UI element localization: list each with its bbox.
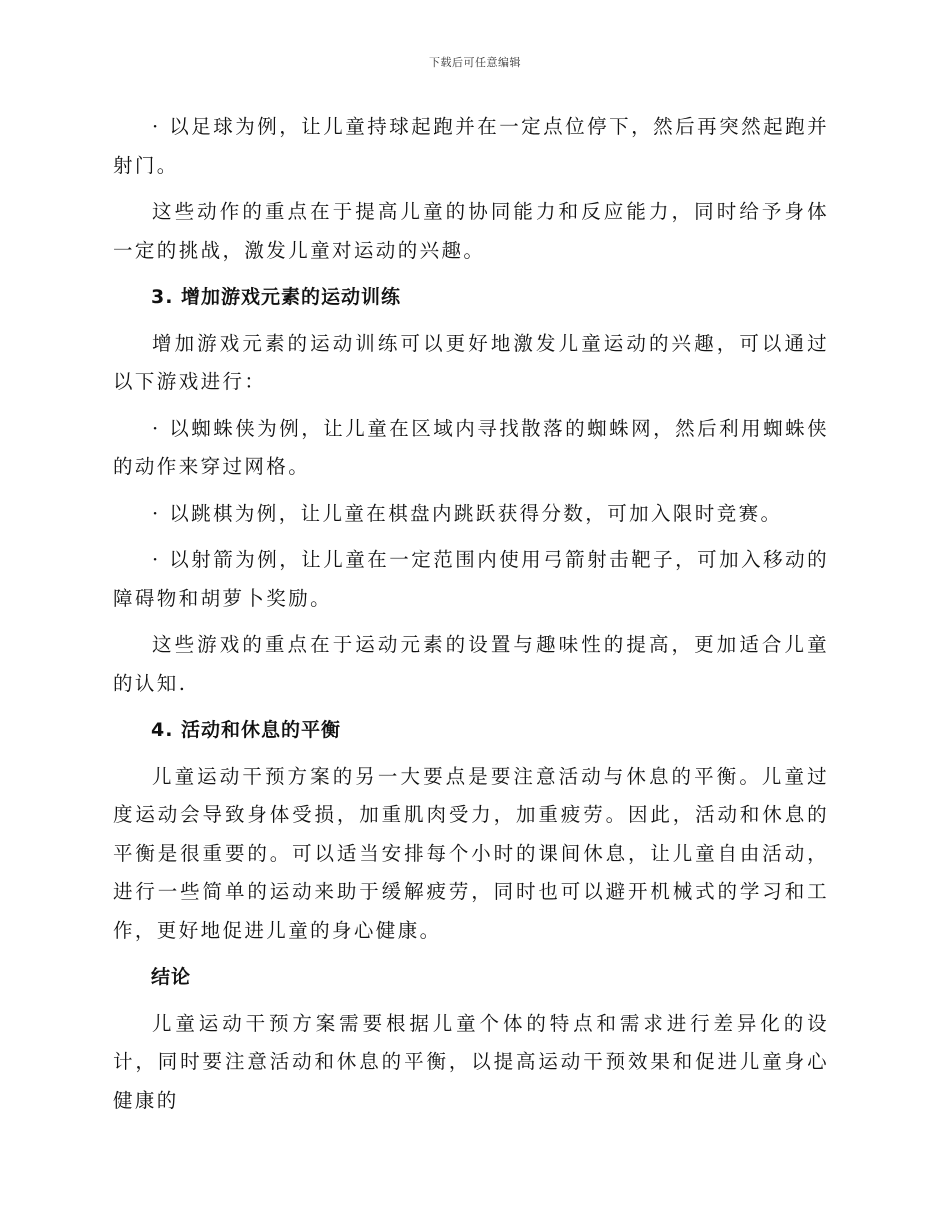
paragraph-activity-rest: 儿童运动干预方案的另一大要点是要注意活动与休息的平衡。儿童过度运动会导致身体受损，加重肌肉受力，加重疲劳。因此，活动和休息的平衡是很重要的。可以适当安排每个小时的课间休息，让儿童自由活动，进行一些简单的运动来助于缓解疲劳，同时也可以避开机械式的学习和工作，更好地促进儿童的身心健康。 [113,764,829,942]
bullet-football: · 以足球为例，让儿童持球起跑并在一定点位停下，然后再突然起跑并射门。 [113,115,829,177]
paragraph-game-focus: 这些游戏的重点在于运动元素的设置与趣味性的提高，更加适合儿童的认知. [113,633,829,695]
bullet-spiderman: · 以蜘蛛侠为例，让儿童在区域内寻找散落的蜘蛛网，然后利用蜘蛛侠的动作来穿过网格。 [113,416,829,478]
heading-activity-rest: 4. 活动和休息的平衡 [151,719,342,741]
bullet-archery: · 以射箭为例，让儿童在一定范围内使用弓箭射击靶子，可加入移动的障碍物和胡萝卜奖励。 [113,548,829,610]
paragraph-coordination: 这些动作的重点在于提高儿童的协同能力和反应能力，同时给予身体一定的挑战，激发儿童对运动的兴趣。 [113,200,829,262]
paragraph-game-training: 增加游戏元素的运动训练可以更好地激发儿童运动的兴趣，可以通过以下游戏进行： [113,331,829,393]
heading-conclusion: 结论 [151,966,192,988]
page-header: 下载后可任意编辑 [429,56,521,69]
bullet-checkers: · 以跳棋为例，让儿童在棋盘内跳跃获得分数，可加入限时竞赛。 [152,501,783,525]
paragraph-conclusion: 儿童运动干预方案需要根据儿童个体的特点和需求进行差异化的设计，同时要注意活动和休息的平衡，以提高运动干预效果和促进儿童身心健康的 [113,1011,829,1112]
document-body [113,108,829,1128]
heading-game-elements: 3. 增加游戏元素的运动训练 [151,286,402,308]
